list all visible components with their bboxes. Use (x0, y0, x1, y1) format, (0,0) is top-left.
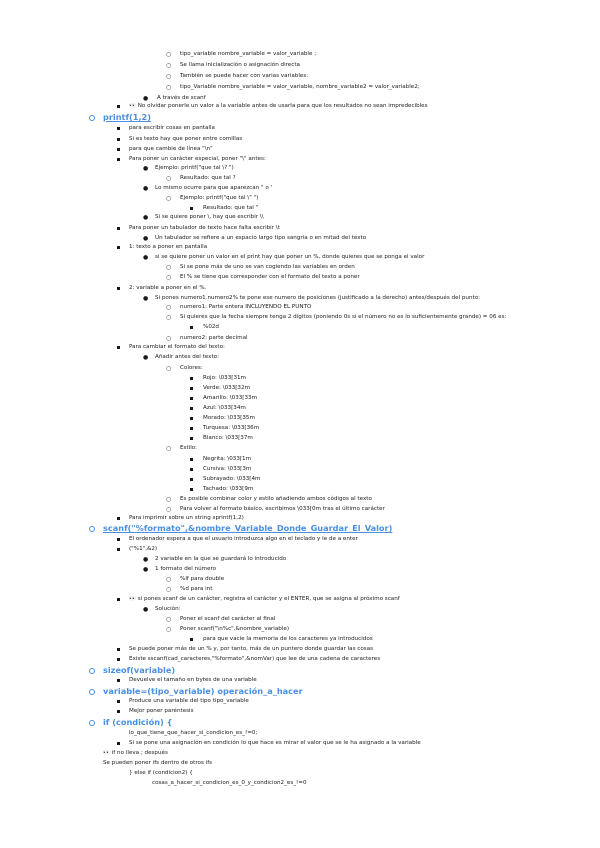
square-bullet-icon (117, 135, 120, 144)
text-line: Blanco: \033[37m (203, 435, 253, 441)
text-line: Para cambiar el formato del texto: (129, 344, 225, 350)
square-bullet-icon (190, 424, 193, 433)
square-bullet-icon (190, 404, 193, 413)
square-bullet-icon (117, 697, 120, 706)
square-bullet-icon (190, 204, 193, 213)
text-line: Existe sscanf(cad_caracteres,"%formato",&nomVar) que lee de una cadena de caracteres (129, 656, 381, 662)
text-line: 2 variable en la que se guardará lo introducido (155, 556, 287, 562)
square-bullet-icon (190, 475, 193, 484)
square-bullet-icon (117, 707, 120, 716)
hollow-blue-bullet-icon (89, 526, 95, 532)
text-line: Ejemplo: printf("que tal \" ") (180, 195, 259, 201)
text-line: 1 formato del número (155, 566, 217, 572)
square-bullet-icon (117, 535, 120, 544)
text-line: El % se tiene que corresponder con el formato del texto a poner (180, 274, 360, 280)
text-line: También se puede hacer con varias variables: (180, 73, 309, 79)
bullet-icon: ● (143, 95, 149, 102)
text-line: cosas_a_hacer_si_condicion_es_0_y_condicion2_es_!=0 (152, 780, 307, 786)
text-line: Un tabulador se refiere a un espacio largo tipo sangría o en mitad del texto (155, 235, 367, 241)
section-heading: scanf("%formato",&nombre_Variable_Donde_Guardar_El_Valor) (103, 523, 393, 533)
square-bullet-icon (117, 676, 120, 685)
hollow-bullet-icon: ○ (166, 264, 172, 271)
text-line: Si se pone una asignación en condición lo que hace es mirar el valor que se le ha asignado a la variable (129, 740, 421, 746)
text-line: Morado: \033[35m (203, 415, 255, 421)
square-bullet-icon (190, 485, 193, 494)
bullet-icon: ● (143, 235, 149, 242)
square-bullet-icon (117, 739, 120, 748)
hollow-bullet-icon: ○ (166, 175, 172, 182)
text-line: %d para int (180, 586, 213, 592)
text-line: El ordenador espera a que el usuario introduzca algo en el teclado y le de a enter (129, 536, 358, 542)
text-line: Subrayado: \033[4m (203, 476, 261, 482)
bullet-icon: ● (143, 214, 149, 221)
text-line: Si quieres que la fecha siempre tenga 2 dígitos (poniendo 0s si el número no es lo suficientemente grande) = 06 es: (180, 314, 507, 320)
text-line: Poner el scanf del carácter al final (180, 616, 276, 622)
text-line: para escribir cosas en pantalla (129, 125, 215, 131)
square-bullet-icon (117, 645, 120, 654)
hollow-bullet-icon: ○ (166, 576, 172, 583)
section-heading: if (condición) { (103, 717, 173, 727)
text-line: para que cambie de línea "\n" (129, 146, 213, 152)
hollow-bullet-icon: ○ (166, 626, 172, 633)
square-bullet-icon (190, 384, 193, 393)
bullet-icon: ● (143, 295, 149, 302)
bullet-icon: ● (143, 354, 149, 361)
hollow-bullet-icon: ○ (166, 51, 172, 58)
text-line: Si es texto hay que poner entre comillas (129, 136, 243, 142)
text-line: Colores: (180, 365, 203, 371)
hollow-bullet-icon: ○ (166, 304, 172, 311)
hollow-blue-bullet-icon (89, 689, 95, 695)
text-line: %02d (203, 324, 219, 330)
text-line: Mejor poner paréntesis (129, 708, 194, 714)
square-bullet-icon (190, 465, 193, 474)
text-line: Si se quiere poner \, hay que escribir \\ (155, 214, 264, 220)
square-bullet-icon (117, 545, 120, 554)
hollow-bullet-icon: ○ (166, 195, 172, 202)
text-line: Ejemplo: printf("que tal \? ") (155, 165, 234, 171)
text-line: Azul: \033[34m (203, 405, 246, 411)
square-bullet-icon (190, 434, 193, 443)
text-line: } else if (condicion2) { (129, 770, 193, 776)
bullet-icon: ● (143, 566, 149, 573)
square-bullet-icon (117, 655, 120, 664)
text-line: Es posible combinar color y estilo añadiendo ambos códigos al texto (180, 496, 372, 502)
square-bullet-icon (117, 243, 120, 252)
square-bullet-icon (117, 124, 120, 133)
hollow-blue-bullet-icon (89, 115, 95, 121)
hollow-bullet-icon: ○ (166, 616, 172, 623)
text-line: Produce una variable del tipo tipo_variable (129, 698, 249, 704)
text-line: Para volver al formato básico, escribimos \033[0m tras el último carácter (180, 506, 385, 512)
text-line: ("%1",&2) (129, 546, 158, 552)
text-line: tipo_variable nombre_variable = valor_variable ; (180, 51, 317, 57)
text-line: Se llama inicialización o asignación directa (180, 62, 300, 68)
text-line: 👀 No olvidar ponerle un valor a la variable antes de usarla para que los resultados no sean impredecibles (129, 103, 428, 109)
square-bullet-icon (190, 374, 193, 383)
text-line: Turquesa: \033[36m (203, 425, 260, 431)
text-line: numero2: parte decimal (180, 335, 248, 341)
hollow-bullet-icon: ○ (166, 314, 172, 321)
text-line: Para poner un carácter especial, poner "\" antes: (129, 156, 266, 162)
square-bullet-icon (117, 595, 120, 604)
text-line: Se puede poner más de un % y, por tanto, más de un puntero donde guardar las cosas (129, 646, 374, 652)
text-line: lo_que_tiene_que_hacer_si_condicion_es_!=0; (129, 730, 258, 736)
square-bullet-icon (117, 343, 120, 352)
text-line: si se quiere poner un valor en el print hay que poner un %, donde quieres que se ponga el valor (155, 254, 425, 260)
square-bullet-icon (117, 514, 120, 523)
hollow-blue-bullet-icon (89, 668, 95, 674)
text-line: Si pones numero1.numero2% te pone ese numero de posiciones (justificado a la derecho) antes/después del punto: (155, 295, 481, 301)
section-heading: printf(1,2) (103, 112, 151, 122)
hollow-bullet-icon: ○ (166, 73, 172, 80)
section-heading: variable=(tipo_variable) operación_a_hacer (103, 686, 303, 696)
text-line: Negrita: \033[1m (203, 456, 252, 462)
text-line: Poner scanf("\n%c",&nombre_variable) (180, 626, 290, 632)
square-bullet-icon (190, 323, 193, 332)
square-bullet-icon (117, 102, 120, 111)
text-line: Para poner un tabulador de texto hace falta escribir \t (129, 225, 280, 231)
text-line: Verde: \033[32m (203, 385, 251, 391)
text-line: tipo_Variable nombre_variable = valor_variable, nombre_variable2 = valor_variable2; (180, 84, 420, 90)
square-bullet-icon (190, 394, 193, 403)
text-line: Amarillo: \033[33m (203, 395, 258, 401)
hollow-bullet-icon: ○ (166, 445, 172, 452)
hollow-bullet-icon: ○ (166, 365, 172, 372)
text-line: 👀 si pones scanf de un carácter, registra el carácter y el ENTER, que se asigna al próximo scanf (129, 596, 400, 602)
hollow-blue-bullet-icon (89, 720, 95, 726)
square-bullet-icon (117, 155, 120, 164)
section-heading: sizeof(variable) (103, 665, 176, 675)
bullet-icon: ● (143, 254, 149, 261)
hollow-bullet-icon: ○ (166, 62, 172, 69)
bullet-icon: ● (143, 165, 149, 172)
text-line: Si se pone más de uno se van cogiendo las variables en orden (180, 264, 355, 270)
text-line: Resultado: que tal ? (180, 175, 236, 181)
hollow-bullet-icon: ○ (166, 586, 172, 593)
square-bullet-icon (117, 145, 120, 154)
text-line: 👀 if no lleva ; después (103, 750, 168, 756)
text-line: Tachado: \033[9m (203, 486, 254, 492)
bullet-icon: ● (143, 606, 149, 613)
square-bullet-icon (190, 455, 193, 464)
square-bullet-icon (117, 284, 120, 293)
square-bullet-icon (117, 224, 120, 233)
text-line: Cursiva: \033[3m (203, 466, 252, 472)
hollow-bullet-icon: ○ (166, 506, 172, 513)
text-line: Estilo: (180, 445, 198, 451)
text-line: para que vacíe la memoria de los caracteres ya introducidos (203, 636, 373, 642)
text-line: Solución: (155, 606, 181, 612)
hollow-bullet-icon: ○ (166, 335, 172, 342)
text-line: numero1: Parte entera INCLUYENDO EL PUNTO (180, 304, 312, 310)
square-bullet-icon (190, 414, 193, 423)
hollow-bullet-icon: ○ (166, 84, 172, 91)
bullet-icon: ● (143, 556, 149, 563)
text-line: Lo mismo ocurre para que aparezcan " o ' (155, 185, 273, 191)
hollow-bullet-icon: ○ (166, 274, 172, 281)
text-line: 2: variable a poner en el %. (129, 285, 207, 291)
text-line: Rojo: \033[31m (203, 375, 247, 381)
text-line: 1: texto a poner en pantalla (129, 244, 208, 250)
text-line: %lf para double (180, 576, 225, 582)
square-bullet-icon (190, 635, 193, 644)
text-line: Devuelve el tamaño en bytes de una variable (129, 677, 257, 683)
text-line: Resultado: que tal " (203, 205, 259, 211)
hollow-bullet-icon: ○ (166, 496, 172, 503)
text-line: Añadir antes del texto: (155, 354, 219, 360)
bullet-icon: ● (143, 185, 149, 192)
text-line: A través de scanf (157, 95, 206, 101)
text-line: Para imprimir sobre un string sprintf(1,2) (129, 515, 244, 521)
text-line: Se pueden poner ifs dentro de otros ifs (103, 760, 213, 766)
